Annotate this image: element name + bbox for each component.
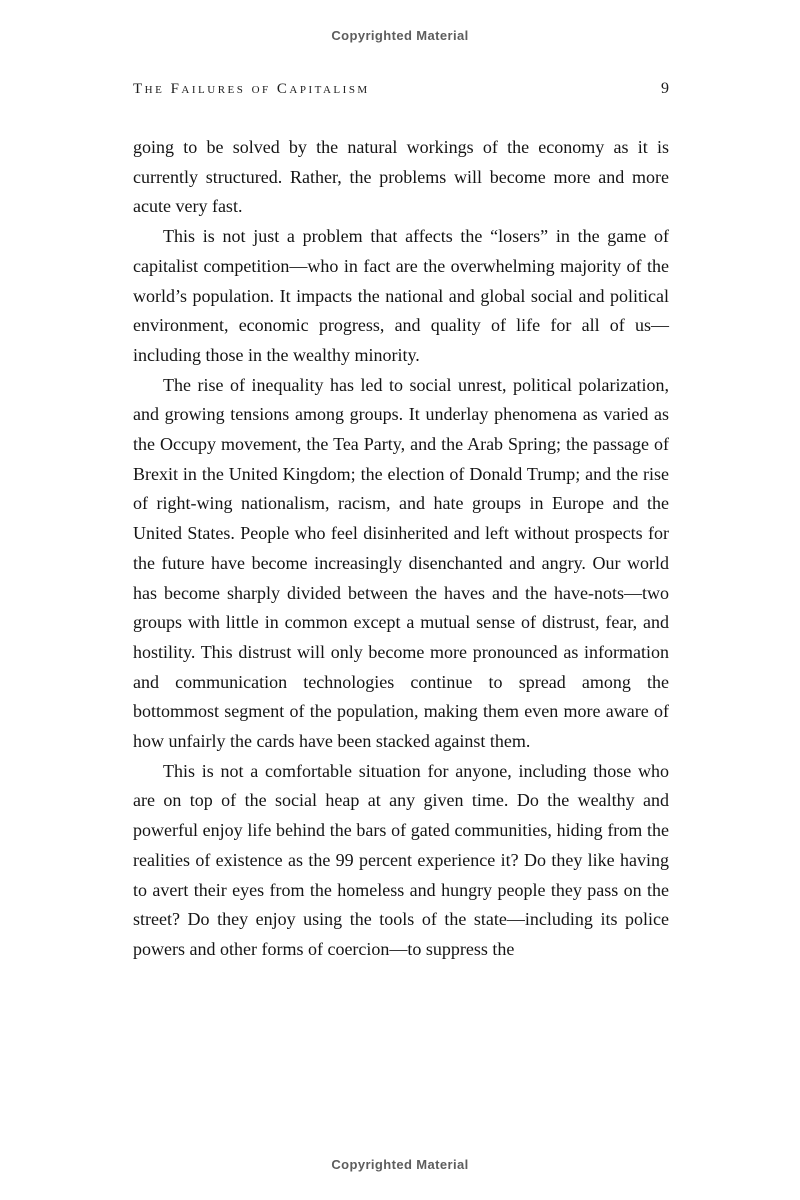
body-text (133, 133, 669, 965)
running-head-title: The Failures of Capitalism (133, 81, 370, 97)
paragraph: going to be solved by the natural workings of the economy as it is currently structured. Rather, the problems will become more and more acute very fast. (133, 137, 669, 217)
running-head (133, 80, 669, 98)
page-number: 9 (661, 80, 669, 97)
paragraph: The rise of inequality has led to social unrest, political polarization, and growing tensions among groups. It underlay phenomena as varied as the Occupy movement, the Tea Party, and the Arab Spring; the passage of Brexit in the United Kingdom; the election of Donald Trump; and the rise of right-wing nationalism, racism, and hate groups in Europe and the United States. People who feel disinherited and left without prospects for the future have become increasingly disenchanted and angry. Our world has become sharply divided between the haves and the have-nots—two groups with little in common except a mutual sense of distrust, fear, and hostility. This distrust will only become more pronounced as information and communication technologies continue to spread among the bottommost segment of the population, making them even more aware of how unfairly the cards have been stacked against them. (133, 374, 669, 752)
paragraph: This is not just a problem that affects the “losers” in the game of capitalist competition—who in fact are the overwhelming majority of the world’s population. It impacts the national and global social and political environment, economic progress, and quality of life for all of us—including those in the wealthy minority. (133, 226, 669, 365)
copyright-notice-top: Copyrighted Material (331, 28, 469, 43)
copyright-notice-bottom: Copyrighted Material (331, 1157, 469, 1172)
paragraph: This is not a comfortable situation for anyone, including those who are on top of the social heap at any given time. Do the wealthy and powerful enjoy life behind the bars of gated communities, hiding from the realities of existence as the 99 percent experience it? Do they like having to avert their eyes from the homeless and hungry people they pass on the street? Do they enjoy using the tools of the state—including its police powers and other forms of coercion—to suppress the (133, 760, 669, 959)
